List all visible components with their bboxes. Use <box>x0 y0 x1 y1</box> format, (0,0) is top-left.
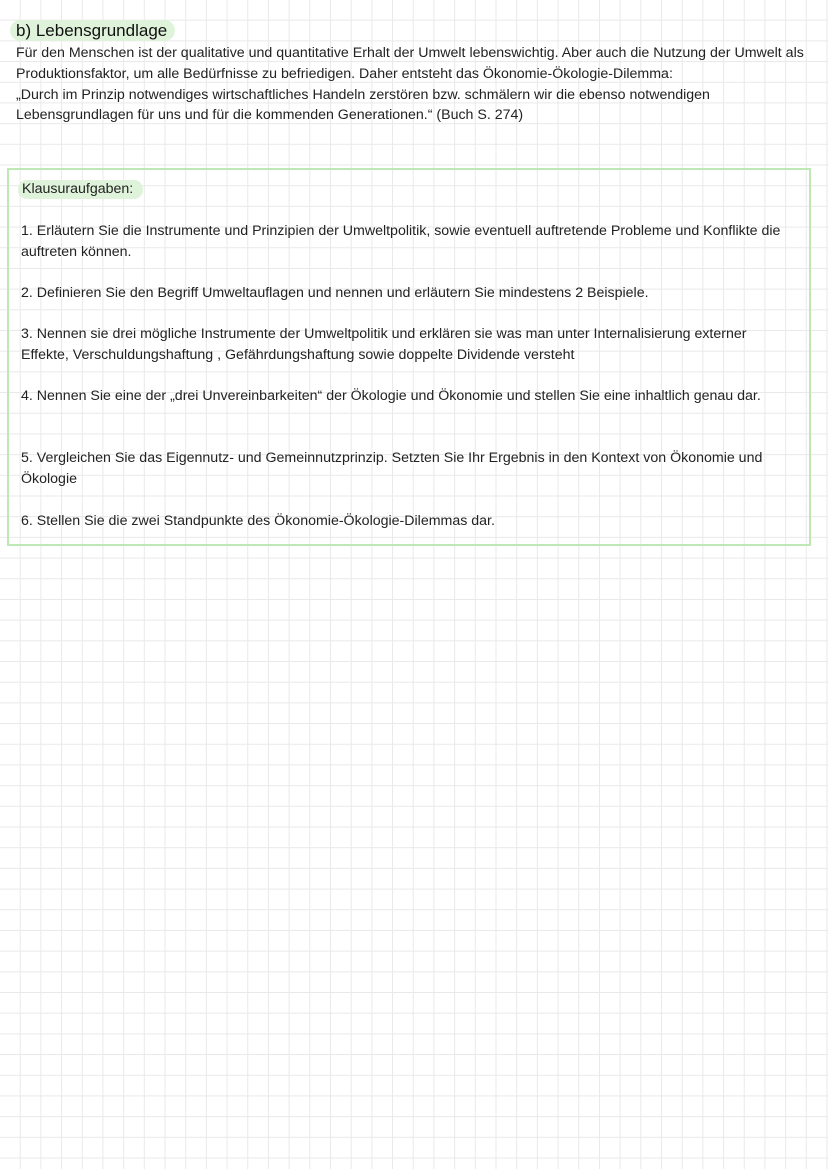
task-item-3: 3. Nennen sie drei mögliche Instrumente der Umweltpolitik und erklären sie was man unter Internalisierung externer Effekte, Verschuldungshaftung , Gefährdungshaftung sowie doppelte Dividende versteht <box>21 326 747 363</box>
task-item-2: 2. Definieren Sie den Begriff Umweltauflagen und nennen und erläutern Sie mindestens 2 Beispiele. <box>21 285 649 301</box>
task-item-6: 6. Stellen Sie die zwei Standpunkte des Ökonomie-Ökologie-Dilemmas dar. <box>21 513 495 529</box>
intro-paragraph: Für den Menschen ist der qualitative und quantitative Erhalt der Umwelt lebenswichtig. Aber auch die Nutzung der Umwelt als Produktionsfaktor, um alle Bedürfnisse zu befriedigen. Daher entsteht das Ökonomie-Ökologie-Dilemma: <box>16 45 804 82</box>
exam-tasks-label: Klausuraufgaben: <box>18 180 143 199</box>
exam-tasks-box <box>7 168 811 546</box>
section-heading: b) Lebensgrundlage <box>10 20 175 41</box>
task-item-4: 4. Nennen Sie eine der „drei Unvereinbarkeiten“ der Ökologie und Ökonomie und stellen Sie eine inhaltlich genau dar. <box>21 388 761 404</box>
task-item-1: 1. Erläutern Sie die Instrumente und Prinzipien der Umweltpolitik, sowie eventuell auftretende Probleme und Konflikte die auftreten können. <box>21 223 781 260</box>
task-item-5: 5. Vergleichen Sie das Eigennutz- und Gemeinnutzprinzip. Setzten Sie Ihr Ergebnis in den Kontext von Ökonomie und Ökologie <box>21 450 763 487</box>
intro-text <box>16 43 806 126</box>
book-quote: „Durch im Prinzip notwendiges wirtschaftliches Handeln zerstören bzw. schmälern wir die ebenso notwendigen Lebensgrundlagen für uns und für die kommenden Generationen.“ (Buch S. 274) <box>16 86 710 124</box>
